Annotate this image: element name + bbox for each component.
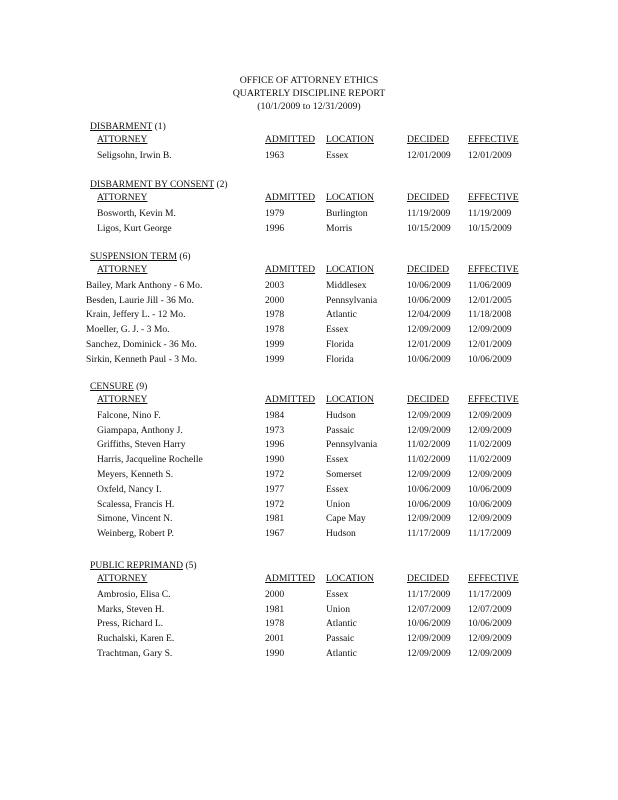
cell-attorney: Seligsohn, Irwin B.	[97, 149, 172, 161]
cell-location: Atlantic	[326, 309, 357, 321]
column-header-decided: DECIDED	[407, 134, 450, 145]
cell-decided: 12/09/2009	[407, 324, 451, 336]
cell-admitted: 1977	[265, 483, 285, 495]
section-title	[90, 381, 147, 393]
section-title	[90, 121, 166, 133]
cell-attorney: Harris, Jacqueline Rochelle	[97, 454, 203, 466]
table-row	[90, 648, 560, 662]
cell-admitted: 1979	[265, 207, 285, 219]
header-date-range: (10/1/2009 to 12/31/2009)	[257, 101, 361, 112]
cell-location: Hudson	[326, 409, 356, 421]
column-header-location: LOCATION	[326, 264, 374, 275]
cell-admitted: 1996	[265, 439, 285, 451]
cell-effective: 10/15/2009	[468, 222, 512, 234]
section-title	[90, 251, 191, 263]
cell-decided: 10/06/2009	[407, 294, 451, 306]
cell-location: Atlantic	[326, 618, 357, 630]
cell-effective: 11/18/2008	[468, 309, 512, 321]
column-header-location: LOCATION	[326, 573, 374, 584]
table-row	[86, 353, 560, 368]
cell-decided: 12/01/2009	[407, 339, 451, 350]
cell-effective: 10/06/2009	[468, 498, 512, 510]
cell-admitted: 1972	[265, 498, 285, 510]
column-header-row	[90, 134, 560, 148]
cell-decided: 11/02/2009	[407, 454, 451, 466]
cell-decided: 12/04/2009	[407, 309, 451, 321]
cell-admitted: 2000	[265, 588, 285, 600]
column-header-row	[90, 394, 560, 408]
cell-decided: 10/06/2009	[407, 498, 451, 510]
table-row	[90, 528, 560, 542]
section-count: (6)	[179, 251, 191, 262]
column-header-location: LOCATION	[326, 134, 374, 145]
cell-location: Passaic	[326, 424, 355, 436]
column-header-row	[90, 192, 560, 206]
column-header-effective: EFFECTIVE	[468, 264, 519, 275]
cell-admitted: 1990	[265, 454, 285, 466]
section-title-text: DISBARMENT BY CONSENT	[90, 179, 215, 190]
cell-attorney: Besden, Laurie Jill - 36 Mo.	[86, 294, 194, 306]
cell-location: Essex	[326, 454, 349, 466]
section-title	[90, 179, 228, 191]
cell-location: Morris	[326, 222, 353, 234]
cell-admitted: 1999	[265, 353, 285, 365]
cell-decided: 10/06/2009	[407, 279, 451, 291]
cell-attorney: Giampapa, Anthony J.	[97, 424, 183, 436]
table-row	[86, 339, 560, 353]
column-header-admitted: ADMITTED	[265, 394, 316, 405]
table-row	[90, 604, 560, 618]
cell-decided: 12/09/2009	[407, 469, 451, 480]
table-row	[90, 469, 560, 483]
cell-effective: 12/01/2009	[468, 149, 512, 161]
table-row	[86, 294, 560, 309]
cell-decided: 12/09/2009	[407, 409, 451, 421]
section-count: (1)	[154, 121, 166, 132]
cell-effective: 12/07/2009	[468, 603, 512, 615]
column-header-decided: DECIDED	[407, 394, 450, 405]
table-row	[90, 513, 560, 527]
section-title-text: DISBARMENT	[90, 121, 153, 132]
column-header-location: LOCATION	[326, 394, 374, 405]
column-header-attorney: ATTORNEY	[97, 134, 148, 145]
cell-attorney: Bosworth, Kevin M.	[97, 207, 176, 219]
cell-admitted: 1973	[265, 424, 285, 436]
column-header-effective: EFFECTIVE	[468, 394, 519, 405]
table-row	[90, 484, 560, 498]
cell-decided: 10/06/2009	[407, 618, 451, 630]
cell-location: Essex	[326, 483, 349, 495]
cell-location: Somerset	[326, 469, 362, 480]
column-header-admitted: ADMITTED	[265, 192, 316, 203]
cell-admitted: 1999	[265, 339, 285, 350]
cell-location: Essex	[326, 149, 349, 161]
cell-effective: 12/09/2009	[468, 324, 512, 336]
cell-location: Union	[326, 603, 350, 615]
cell-effective: 12/09/2009	[468, 513, 512, 525]
cell-attorney: Marks, Steven H.	[97, 603, 165, 615]
cell-attorney: Trachtman, Gary S.	[97, 648, 173, 659]
cell-attorney: Press, Richard L.	[97, 618, 164, 630]
cell-location: Cape May	[326, 513, 366, 525]
cell-decided: 11/17/2009	[407, 528, 451, 540]
cell-location: Pennsylvania	[326, 439, 378, 451]
column-header-decided: DECIDED	[407, 573, 450, 584]
section-count: (9)	[136, 381, 148, 392]
table-row	[86, 324, 560, 338]
cell-admitted: 1967	[265, 528, 285, 540]
cell-attorney: Griffiths, Steven Harry	[97, 439, 186, 451]
cell-location: Middlesex	[326, 279, 367, 291]
section-count: (5)	[185, 560, 197, 571]
cell-effective: 11/17/2009	[468, 588, 512, 600]
cell-decided: 11/02/2009	[407, 439, 451, 451]
cell-effective: 12/09/2009	[468, 633, 512, 645]
cell-effective: 10/06/2009	[468, 483, 512, 495]
cell-admitted: 1990	[265, 648, 285, 659]
cell-attorney: Moeller, G. J. - 3 Mo.	[86, 324, 170, 336]
column-header-attorney: ATTORNEY	[97, 264, 148, 275]
report-header	[0, 74, 618, 113]
cell-location: Atlantic	[326, 648, 357, 659]
table-row	[90, 454, 560, 468]
cell-admitted: 1981	[265, 513, 285, 525]
table-row	[90, 425, 560, 439]
column-header-effective: EFFECTIVE	[468, 573, 519, 584]
cell-attorney: Ruchalski, Karen E.	[97, 633, 175, 645]
cell-admitted: 2003	[265, 279, 285, 291]
cell-effective: 12/01/2009	[468, 339, 512, 350]
cell-admitted: 1963	[265, 149, 285, 161]
cell-effective: 10/06/2009	[468, 618, 512, 630]
cell-location: Hudson	[326, 528, 356, 540]
cell-attorney: Oxfeld, Nancy I.	[97, 483, 162, 495]
cell-decided: 12/09/2009	[407, 513, 451, 525]
cell-location: Burlington	[326, 207, 368, 219]
column-header-attorney: ATTORNEY	[97, 394, 148, 405]
cell-location: Florida	[326, 353, 354, 365]
table-row	[90, 499, 560, 513]
cell-effective: 11/02/2009	[468, 439, 512, 451]
cell-effective: 11/19/2009	[468, 207, 512, 219]
cell-admitted: 1972	[265, 469, 285, 480]
column-header-location: LOCATION	[326, 192, 374, 203]
cell-admitted: 2001	[265, 633, 285, 645]
cell-attorney: Scalessa, Francis H.	[97, 498, 175, 510]
column-header-decided: DECIDED	[407, 264, 450, 275]
cell-attorney: Krain, Jeffery L. - 12 Mo.	[86, 309, 186, 321]
table-row	[90, 410, 560, 424]
cell-location: Pennsylvania	[326, 294, 378, 306]
cell-decided: 11/19/2009	[407, 207, 451, 219]
cell-decided: 10/15/2009	[407, 222, 451, 234]
cell-admitted: 2000	[265, 294, 285, 306]
cell-location: Florida	[326, 339, 354, 350]
table-row	[86, 309, 560, 323]
cell-decided: 12/09/2009	[407, 648, 451, 659]
table-row	[86, 279, 560, 294]
table-row	[90, 208, 560, 222]
cell-location: Passaic	[326, 633, 355, 645]
cell-admitted: 1981	[265, 603, 285, 615]
column-header-attorney: ATTORNEY	[97, 573, 148, 584]
table-row	[90, 150, 560, 164]
cell-attorney: Falcone, Nino F.	[97, 409, 161, 421]
cell-attorney: Meyers, Kenneth S.	[97, 469, 174, 480]
cell-effective: 12/09/2009	[468, 424, 512, 436]
cell-location: Essex	[326, 588, 349, 600]
cell-effective: 12/09/2009	[468, 469, 512, 480]
cell-decided: 11/17/2009	[407, 588, 451, 600]
cell-decided: 12/09/2009	[407, 633, 451, 645]
table-row	[90, 618, 560, 632]
cell-location: Union	[326, 498, 350, 510]
table-row	[90, 439, 560, 453]
section-title-text: SUSPENSION TERM	[90, 251, 177, 262]
column-header-effective: EFFECTIVE	[468, 192, 519, 203]
cell-effective: 12/09/2009	[468, 409, 512, 421]
header-office: OFFICE OF ATTORNEY ETHICS	[239, 75, 379, 86]
column-header-attorney: ATTORNEY	[97, 192, 148, 203]
cell-effective: 11/02/2009	[468, 454, 512, 466]
cell-decided: 12/09/2009	[407, 424, 451, 436]
cell-attorney: Simone, Vincent N.	[97, 513, 173, 525]
cell-effective: 10/06/2009	[468, 353, 512, 365]
cell-attorney: Sanchez, Dominick - 36 Mo.	[86, 339, 197, 350]
section-count: (2)	[216, 179, 228, 190]
column-header-admitted: ADMITTED	[265, 264, 316, 275]
cell-attorney: Sirkin, Kenneth Paul - 3 Mo.	[86, 353, 198, 365]
cell-admitted: 1978	[265, 618, 285, 630]
cell-admitted: 1996	[265, 222, 285, 234]
table-row	[90, 223, 560, 237]
cell-admitted: 1978	[265, 309, 285, 321]
cell-effective: 12/09/2009	[468, 648, 512, 659]
column-header-decided: DECIDED	[407, 192, 450, 203]
column-header-row	[90, 264, 560, 278]
cell-effective: 11/17/2009	[468, 528, 512, 540]
cell-admitted: 1978	[265, 324, 285, 336]
cell-attorney: Ligos, Kurt George	[97, 222, 172, 234]
column-header-effective: EFFECTIVE	[468, 134, 519, 145]
cell-decided: 12/01/2009	[407, 149, 451, 161]
column-header-admitted: ADMITTED	[265, 573, 316, 584]
column-header-admitted: ADMITTED	[265, 134, 316, 145]
cell-attorney: Weinberg, Robert P.	[97, 528, 174, 540]
table-row	[90, 589, 560, 603]
cell-attorney: Ambrosio, Elisa C.	[97, 588, 171, 600]
column-header-row	[90, 573, 560, 587]
section-title-text: CENSURE	[90, 381, 134, 392]
cell-decided: 10/06/2009	[407, 483, 451, 495]
cell-decided: 10/06/2009	[407, 353, 451, 365]
table-row	[90, 633, 560, 647]
section-title	[90, 560, 197, 572]
section-title-text: PUBLIC REPRIMAND	[90, 560, 184, 571]
cell-decided: 12/07/2009	[407, 603, 451, 615]
cell-attorney: Bailey, Mark Anthony - 6 Mo.	[86, 279, 203, 291]
cell-effective: 11/06/2009	[468, 279, 512, 291]
cell-admitted: 1984	[265, 409, 285, 421]
header-report-title: QUARTERLY DISCIPLINE REPORT	[232, 88, 386, 99]
cell-location: Essex	[326, 324, 349, 336]
cell-effective: 12/01/2005	[468, 294, 512, 306]
